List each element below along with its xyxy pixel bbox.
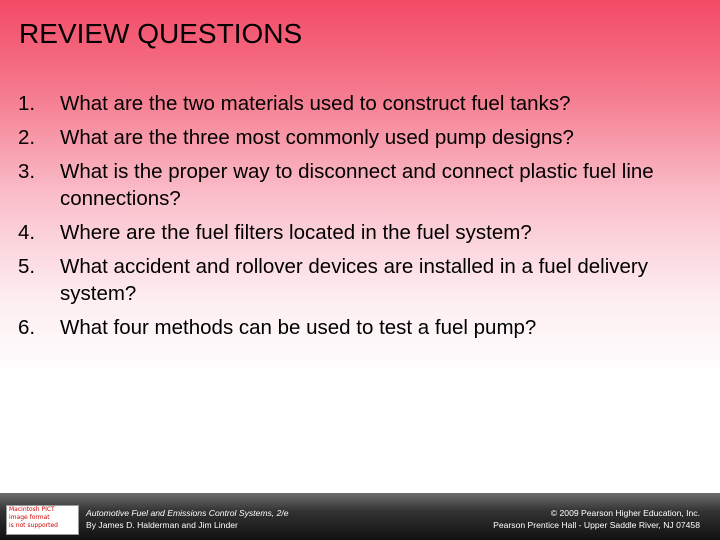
question-text: What are the two materials used to construct fuel tanks? — [60, 92, 571, 115]
question-number: 6. — [18, 316, 36, 339]
question-item-2 — [18, 124, 708, 151]
question-item-3 — [18, 158, 708, 212]
question-text: What are the three most commonly used pump designs? — [60, 126, 574, 149]
footer-book-info — [86, 507, 289, 531]
question-item-6 — [18, 314, 708, 341]
book-title: Automotive Fuel and Emissions Control Systems, 2/e — [86, 508, 289, 518]
question-number: 5. — [18, 255, 36, 278]
publisher-logo-placeholder — [6, 505, 79, 535]
footer-publisher-info — [493, 507, 700, 531]
question-text: Where are the fuel filters located in the fuel system? — [60, 221, 532, 244]
publisher-address: Pearson Prentice Hall - Upper Saddle River, NJ 07458 — [493, 520, 700, 530]
question-text: What four methods can be used to test a fuel pump? — [60, 316, 537, 339]
slide-title: REVIEW QUESTIONS — [19, 18, 303, 49]
question-item-1 — [18, 90, 708, 117]
question-text: What is the proper way to disconnect and connect plastic fuel line connections? — [60, 160, 654, 210]
question-number: 3. — [18, 160, 36, 183]
question-number: 4. — [18, 221, 36, 244]
question-number: 2. — [18, 126, 36, 149]
question-number: 1. — [18, 92, 36, 115]
question-item-4 — [18, 219, 708, 246]
question-text: What accident and rollover devices are installed in a fuel delivery system? — [60, 255, 648, 305]
logo-text: Macintosh PICT — [9, 506, 55, 513]
question-item-5 — [18, 253, 708, 307]
logo-text: image format — [9, 514, 50, 521]
book-authors: By James D. Halderman and Jim Linder — [86, 520, 238, 530]
logo-text: is not supported — [9, 522, 58, 529]
copyright-notice: © 2009 Pearson Higher Education, Inc. — [550, 508, 700, 518]
question-list — [18, 90, 708, 348]
